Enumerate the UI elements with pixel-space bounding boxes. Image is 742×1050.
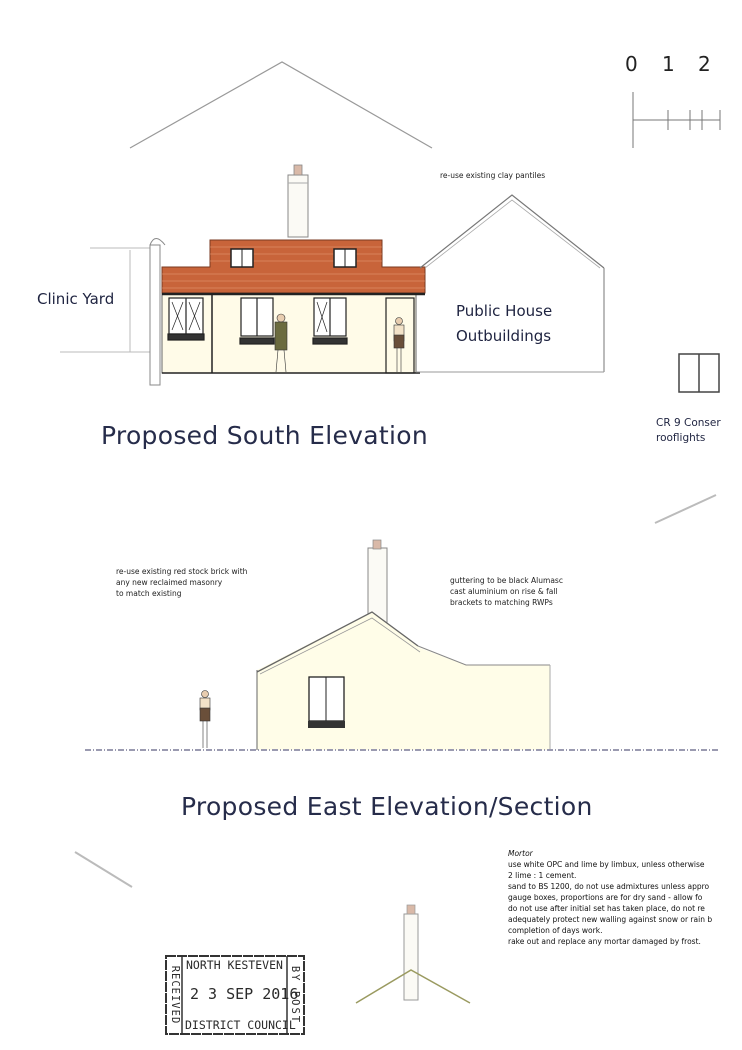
stamp-date: 2 3 SEP 2016	[190, 985, 299, 1003]
scale-tick-0: 0	[625, 52, 638, 76]
south-elevation-title: Proposed South Elevation	[101, 421, 428, 450]
gutter-note-line1: guttering to be black Alumasc	[450, 576, 563, 585]
rooflights-note-line2: rooflights	[656, 432, 706, 444]
scale-bar	[633, 92, 720, 148]
mortar-line: use white OPC and lime by limbux, unless otherwise	[508, 860, 705, 869]
received-stamp	[165, 955, 305, 1035]
rooflights-note-line1: CR 9 Conser	[656, 417, 721, 429]
outbuildings-label-line1: Public House	[456, 302, 553, 320]
stamp-bottom-text: DISTRICT COUNCIL	[185, 1018, 296, 1032]
east-wall	[257, 612, 550, 750]
rooflights-note	[656, 416, 721, 446]
mortar-spec	[508, 848, 742, 947]
stamp-top-text: NORTH KESTEVEN	[186, 958, 283, 972]
brick-note	[116, 566, 247, 599]
mortar-line: gauge boxes, proportions are for dry sand - allow fo	[508, 893, 703, 902]
mortar-line: adequately protect new walling against snow or rain b	[508, 915, 713, 924]
stamp-by-post-vertical: BY POST	[289, 965, 301, 1025]
human-figure	[200, 691, 210, 749]
stamp-received-vertical: RECEIVED	[169, 965, 181, 1025]
chimney	[288, 175, 308, 237]
background-gable	[130, 62, 432, 148]
pantiles-note: re-use existing clay pantiles	[440, 171, 546, 180]
gutter-note	[450, 575, 563, 608]
mortar-line: completion of days work.	[508, 926, 603, 935]
scale-tick-1: 1	[662, 52, 675, 76]
pantile-roof	[162, 240, 425, 293]
south-elevation-drawing	[60, 62, 719, 392]
gutter-note-line2: cast aluminium on rise & fall	[450, 587, 558, 596]
scale-tick-2: 2	[698, 52, 711, 76]
mortar-heading: Mortor	[508, 849, 533, 858]
section-drawing	[356, 905, 470, 1003]
gutter-note-line3: brackets to matching RWPs	[450, 598, 553, 607]
brick-note-line2: any new reclaimed masonry	[116, 578, 223, 587]
brick-note-line1: re-use existing red stock brick with	[116, 567, 248, 576]
rainwater-pipe	[150, 245, 160, 385]
east-elevation-title: Proposed East Elevation/Section	[181, 792, 593, 821]
mortar-line: rake out and replace any mortar damaged by frost.	[508, 937, 701, 946]
mortar-line: do not use after initial set has taken place, do not re	[508, 904, 705, 913]
mortar-line: 2 lime : 1 cement.	[508, 871, 577, 880]
outbuildings-label-line2: Outbuildings	[456, 327, 552, 345]
outbuilding-gable	[420, 195, 604, 268]
clinic-yard-label: Clinic Yard	[37, 290, 115, 308]
mortar-line: sand to BS 1200, do not use admixtures unless appro	[508, 882, 710, 891]
brick-note-line3: to match existing	[116, 589, 182, 598]
